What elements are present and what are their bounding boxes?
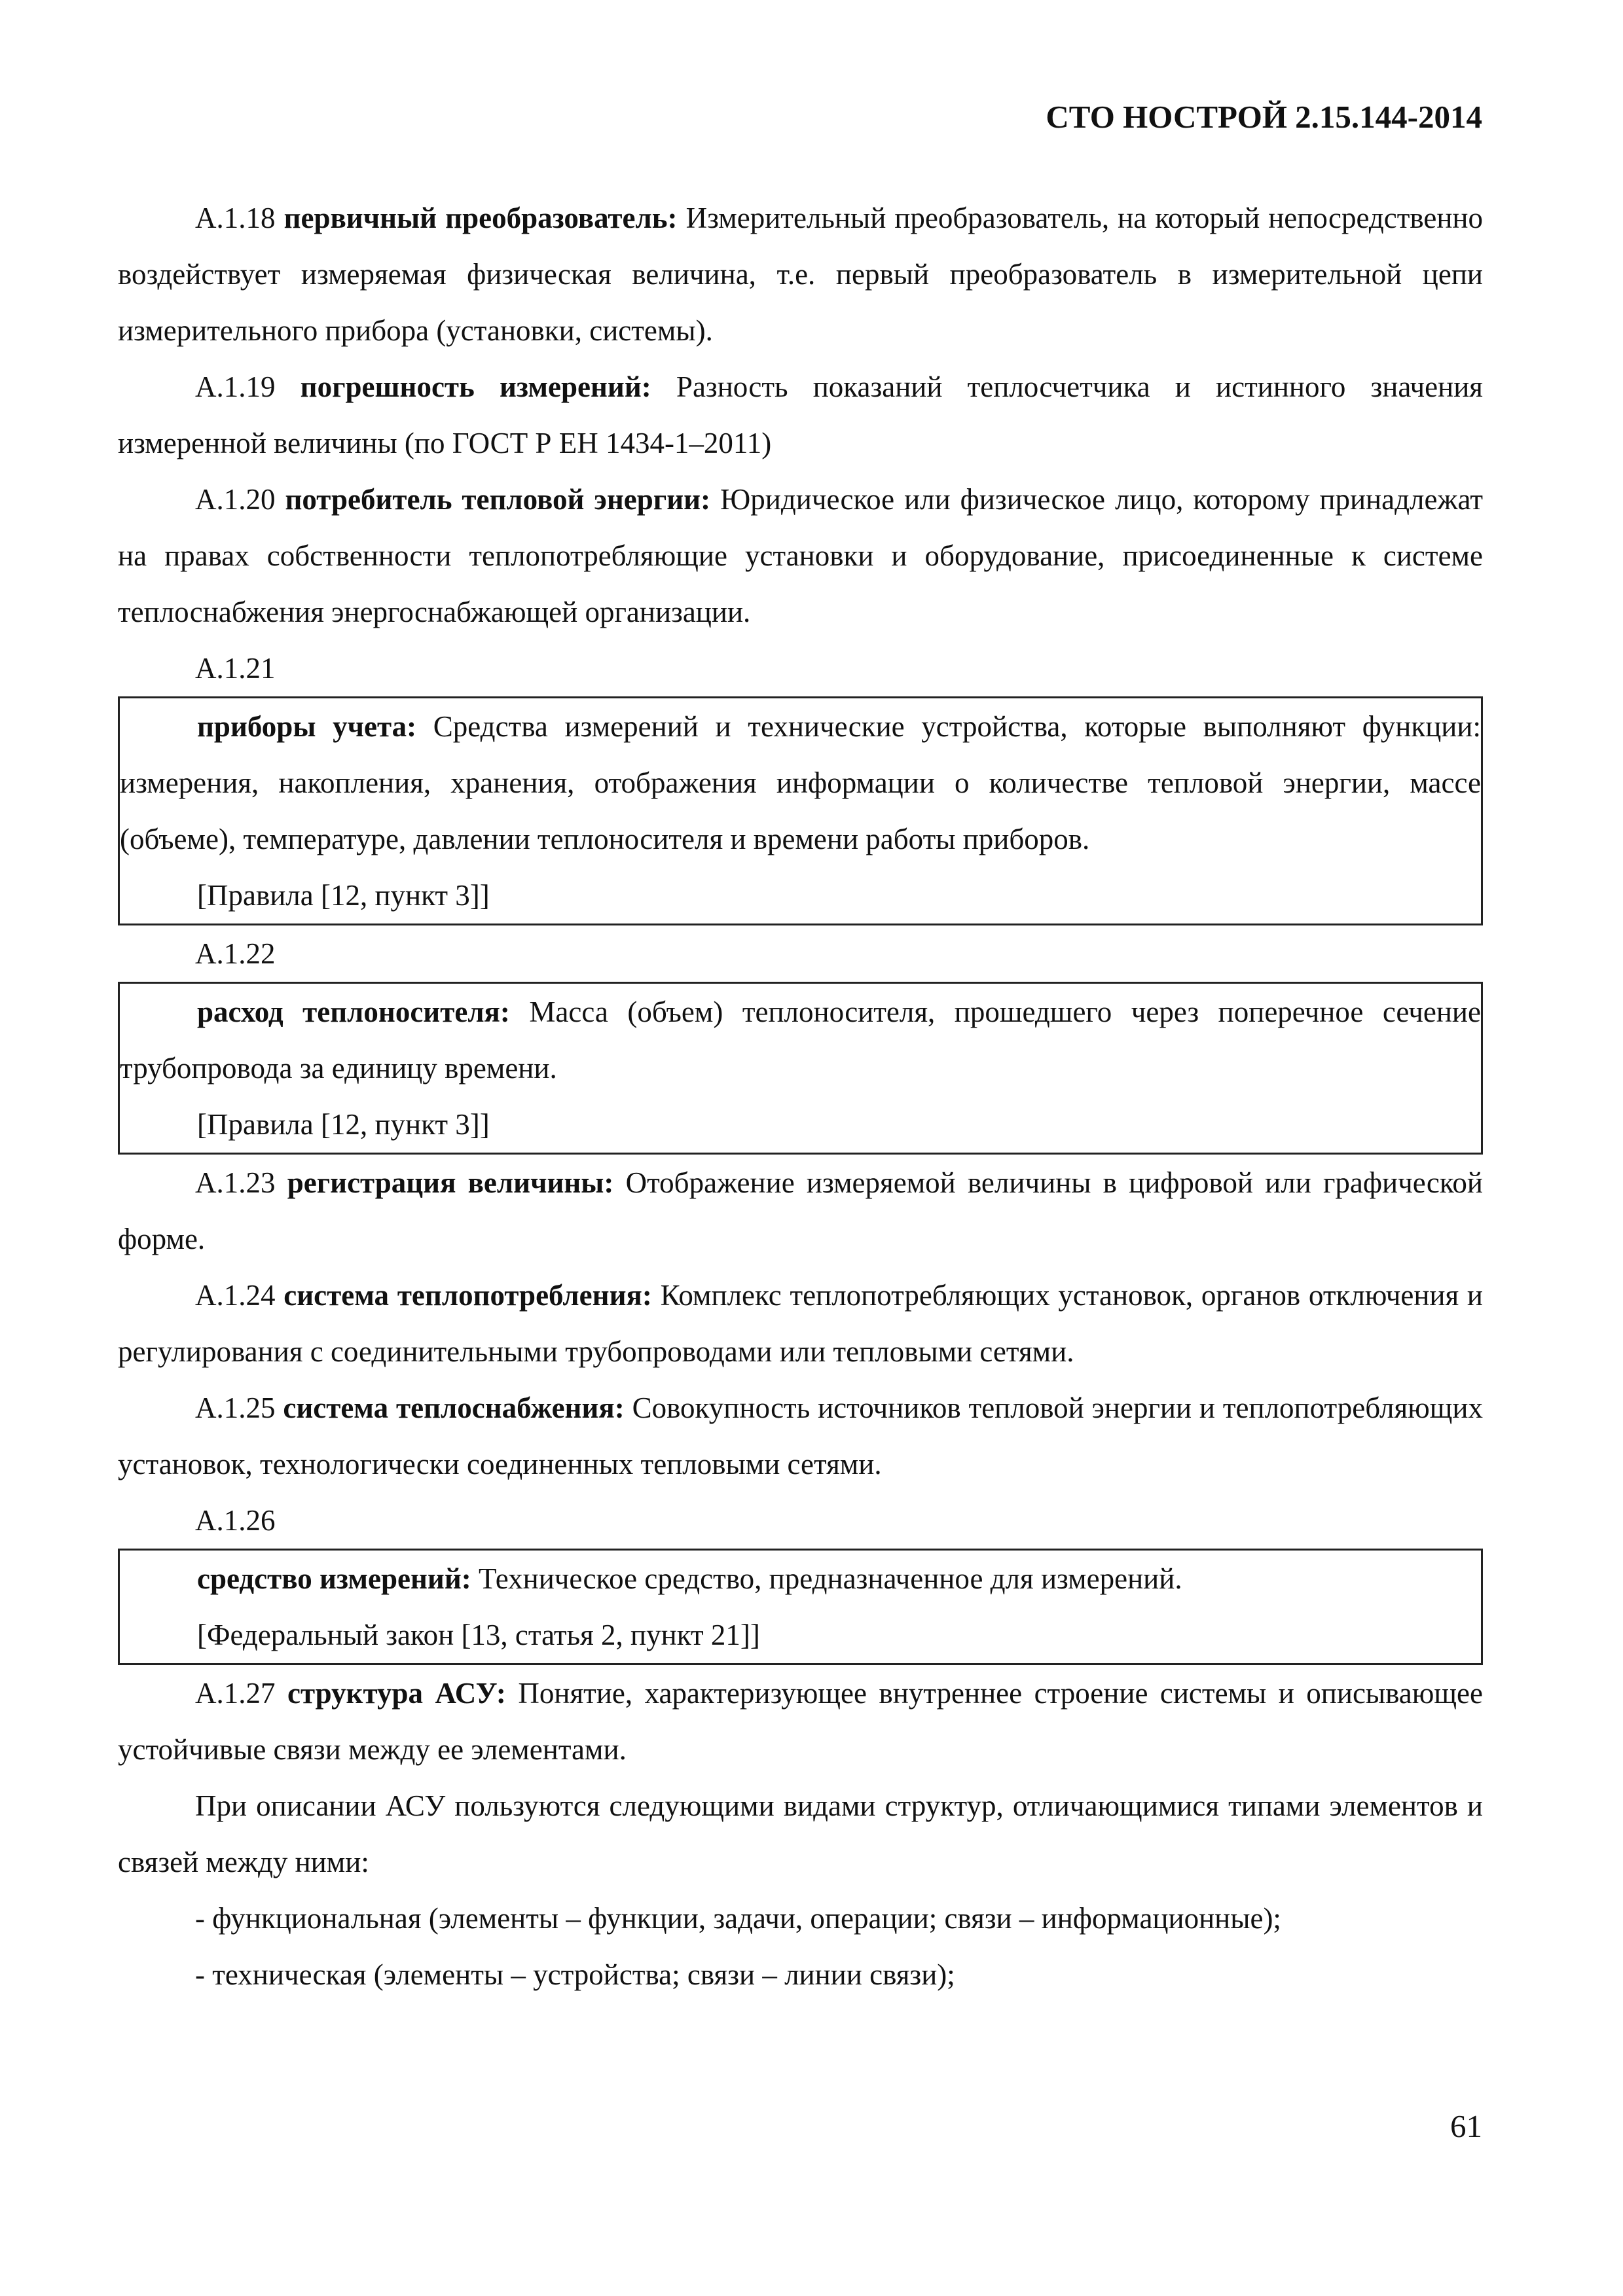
entry-number-a-1-26: А.1.26 <box>195 1504 276 1537</box>
entry-definition: Масса (объем) теплоносителя, прошедшего через поперечное сечение трубопровода за единицу времени. <box>120 996 1481 1085</box>
list-item: - функциональная (элементы – функции, задачи, операции; связи – информационные); <box>195 1902 1281 1935</box>
term-box-a-1-26 <box>118 1549 1483 1665</box>
source-reference: [Правила [12, пункт 3]] <box>197 879 490 912</box>
list-item: - техническая (элементы – устройства; связи – линии связи); <box>195 1958 955 1991</box>
entry-number: А.1.18 <box>195 202 276 234</box>
entry-definition: Разность показаний теплосчетчика и истинного значения измеренной величины (по ГОСТ Р ЕН 1434-1–2011) <box>118 370 1484 459</box>
entry-number-a-1-22: А.1.22 <box>195 937 276 970</box>
entry-term: приборы учета: <box>197 710 417 743</box>
entry-term: структура АСУ: <box>287 1677 506 1710</box>
entry-a-1-19 <box>118 359 1483 471</box>
entry-a-1-24 <box>118 1267 1483 1380</box>
entry-number: А.1.20 <box>195 483 276 516</box>
structure-intro-paragraph: При описании АСУ пользуются следующими видами структур, отличающимися типами элементов и связей между ними: <box>118 1789 1483 1878</box>
page-content <box>118 190 1483 2003</box>
entry-term: система теплопотребления: <box>283 1279 652 1312</box>
boxed-definition <box>120 698 1481 867</box>
source-reference: [Правила [12, пункт 3]] <box>197 1108 490 1141</box>
entry-a-1-18 <box>118 190 1483 359</box>
entry-a-1-27 <box>118 1665 1483 1778</box>
entry-number-a-1-21: А.1.21 <box>195 652 276 685</box>
entry-term: погрешность измерений: <box>300 370 651 403</box>
entry-definition: Понятие, характеризующее внутреннее строение системы и описывающее устойчивые связи между ее элементами. <box>118 1677 1483 1766</box>
entry-term: расход теплоносителя: <box>197 996 510 1028</box>
entry-number: А.1.23 <box>195 1166 276 1199</box>
entry-definition: Измерительный преобразователь, на который непосредственно воздействует измеряемая физическая величина, т.е. первый преобразователь в измерительной цепи измерительного прибора (установки, системы). <box>118 202 1483 347</box>
term-box-a-1-22 <box>118 982 1483 1155</box>
entry-definition: Юридическое или физическое лицо, которому принадлежат на правах собственности теплопотребляющие установки и оборудование, присоединенные к системе теплоснабжения энергоснабжающей организации. <box>118 483 1483 628</box>
entry-definition: Техническое средство, предназначенное для измерений. <box>471 1562 1182 1595</box>
entry-number: А.1.19 <box>195 370 276 403</box>
entry-a-1-20 <box>118 471 1483 640</box>
entry-term: система теплоснабжения: <box>283 1391 625 1424</box>
entry-a-1-25 <box>118 1380 1483 1492</box>
entry-definition: Совокупность источников тепловой энергии и теплопотребляющих установок, технологически соединенных тепловыми сетями. <box>118 1391 1483 1480</box>
entry-definition: Комплекс теплопотребляющих установок, органов отключения и регулирования с соединительными трубопроводами или тепловыми сетями. <box>118 1279 1484 1368</box>
term-box-a-1-21 <box>118 696 1483 925</box>
entry-term: потребитель тепловой энергии: <box>285 483 711 516</box>
page-number: 61 <box>1450 2108 1482 2144</box>
entry-number: А.1.24 <box>195 1279 276 1312</box>
source-reference: [Федеральный закон [13, статья 2, пункт 21]] <box>197 1619 760 1651</box>
entry-term: регистрация величины: <box>287 1166 614 1199</box>
entry-definition: Средства измерений и технические устройства, которые выполняют функции: измерения, накопления, хранения, отображения информации о количестве тепловой энергии, массе (объеме), температуре, давлении теплоносителя и времени работы приборов. <box>120 710 1481 855</box>
entry-number: А.1.25 <box>195 1391 276 1424</box>
entry-term: первичный преобразователь: <box>283 202 678 234</box>
boxed-definition <box>120 1551 1481 1607</box>
entry-term: средство измерений: <box>197 1562 471 1595</box>
document-code: СТО НОСТРОЙ 2.15.144-2014 <box>1046 99 1482 135</box>
entry-number: А.1.27 <box>195 1677 276 1710</box>
entry-definition: Отображение измеряемой величины в цифровой или графической форме. <box>118 1166 1483 1255</box>
entry-a-1-23 <box>118 1155 1483 1267</box>
boxed-definition <box>120 984 1481 1096</box>
